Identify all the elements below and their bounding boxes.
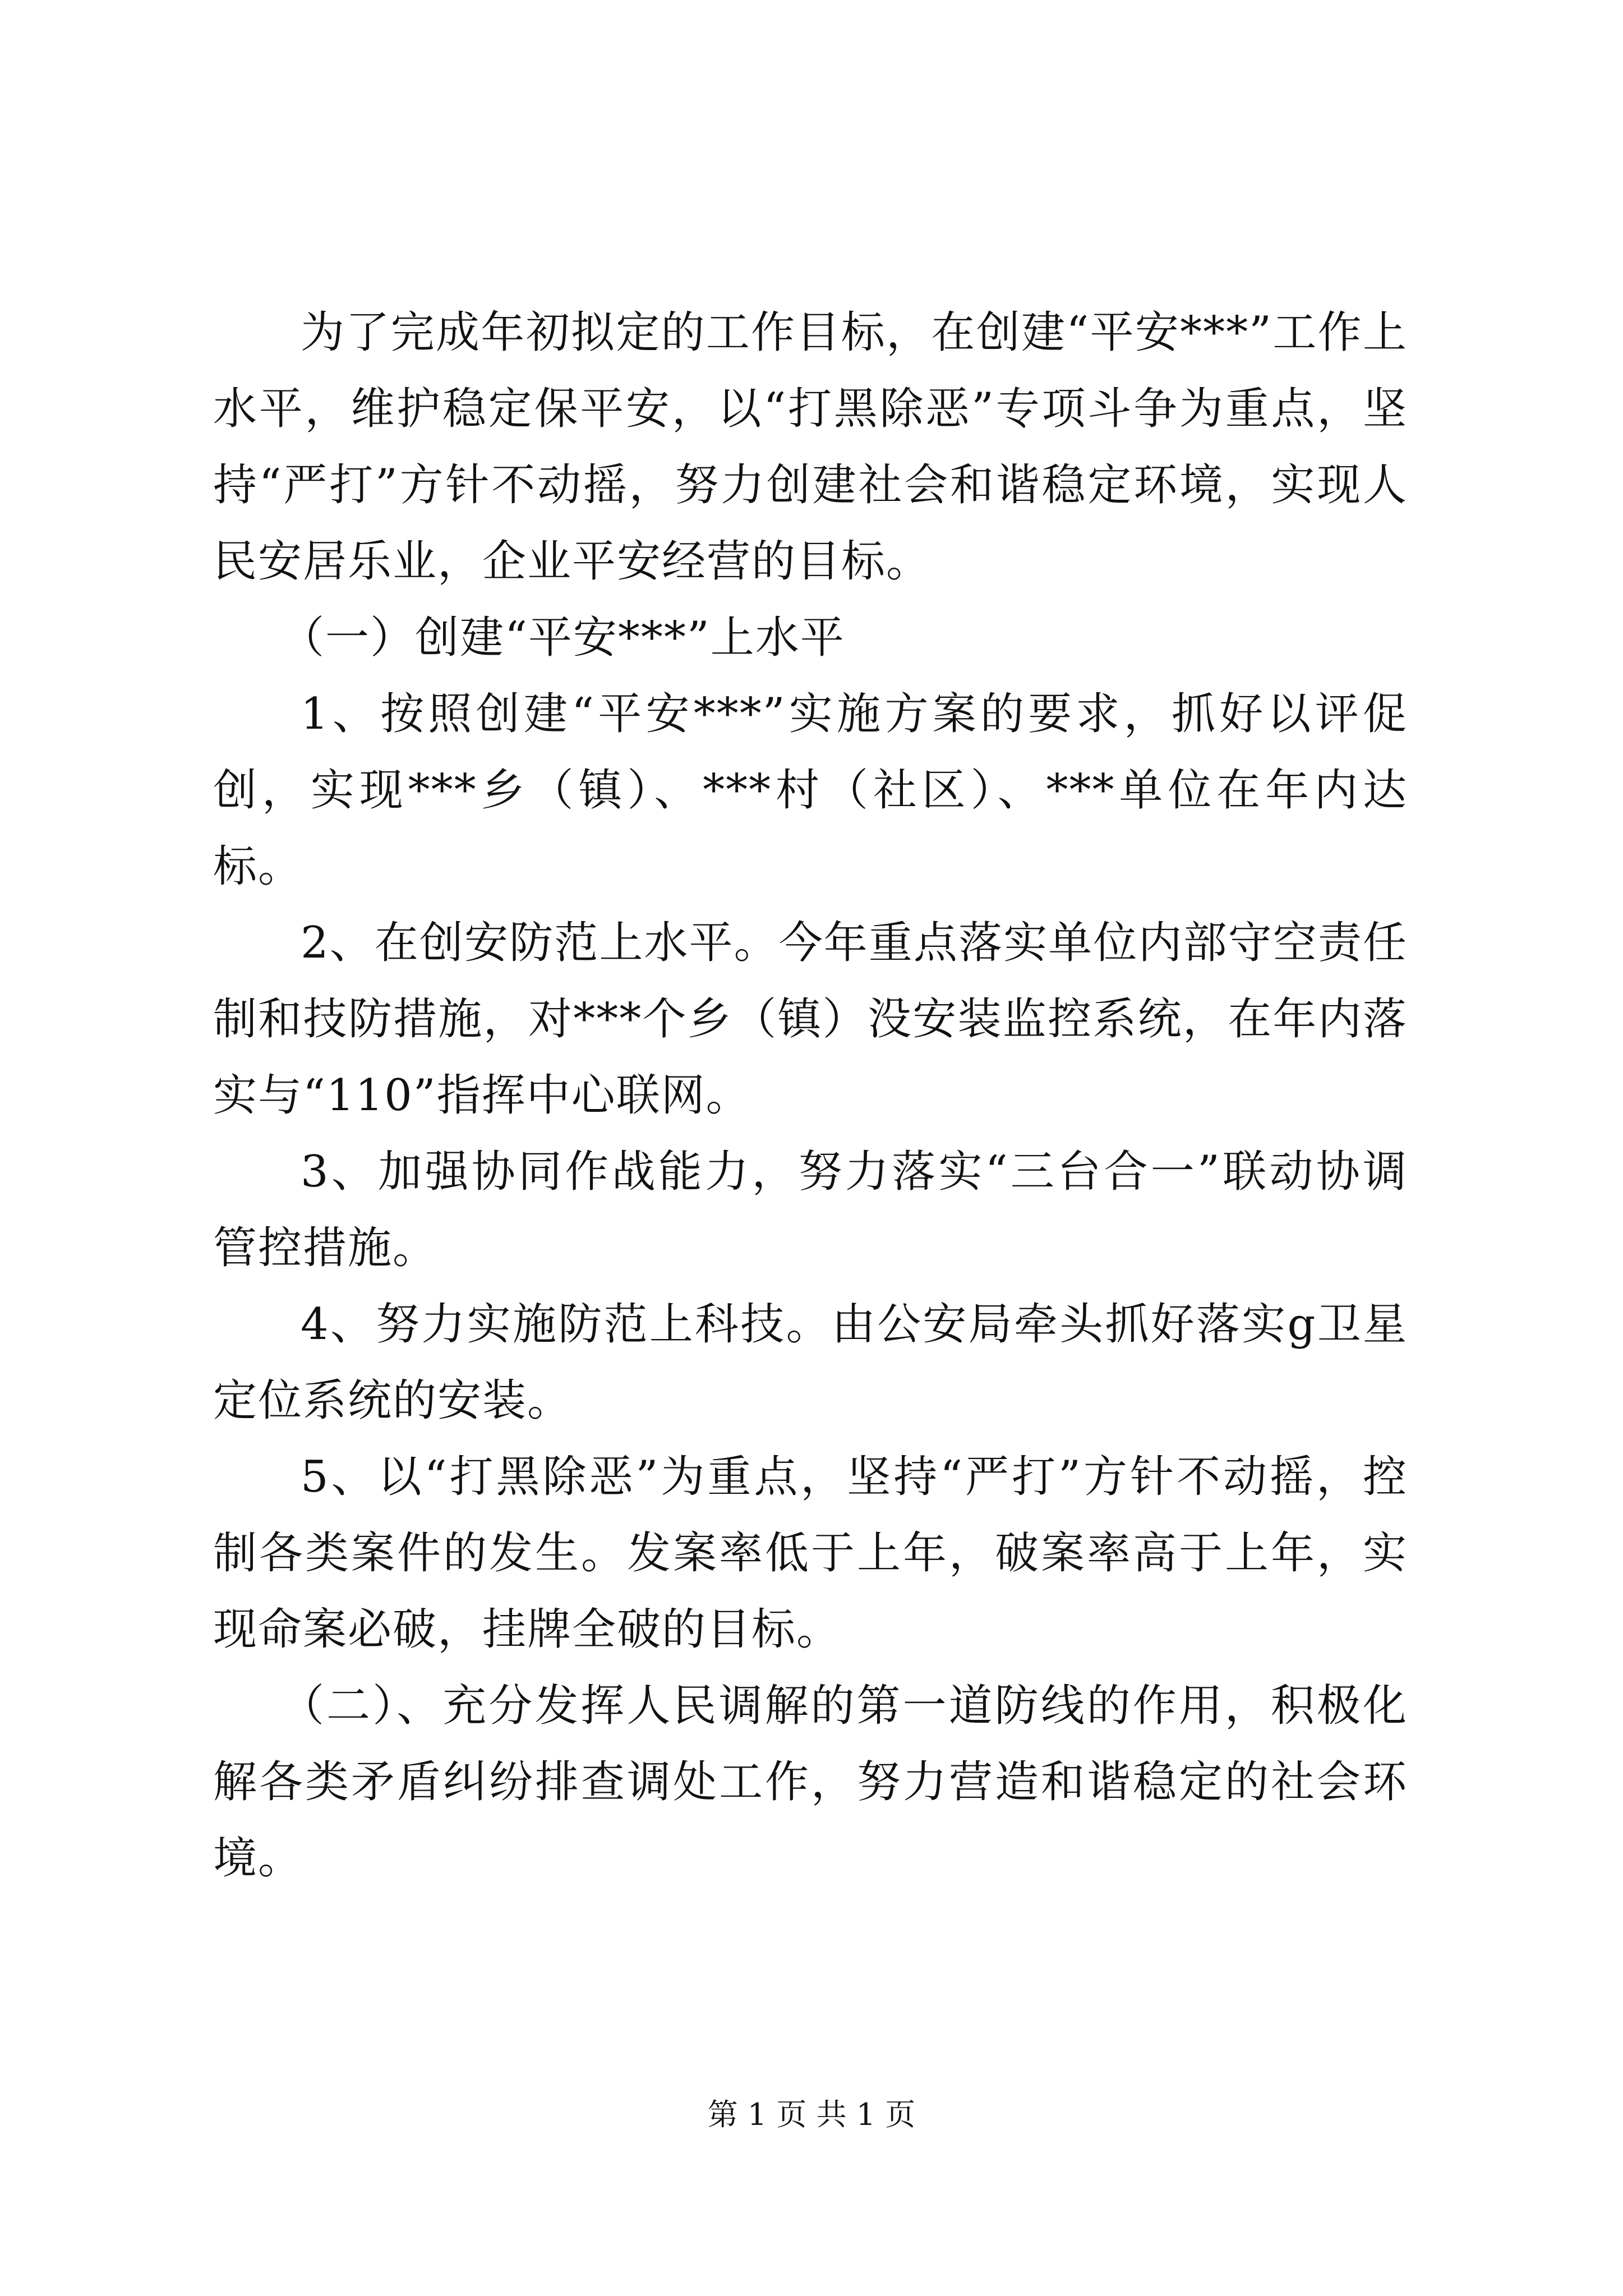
list-item-1: 1、按照创建“平安***”实施方案的要求，抓好以评促创，实现***乡（镇）、***村（社区）、***单位在年内达标。 — [213, 689, 1408, 892]
page-number-footer: 第 1 页 共 1 页 — [707, 2097, 916, 2132]
list-item-5: 5、以“打黑除恶”为重点，坚持“严打”方针不动摇，控制各类案件的发生。发案率低于上年，破案率高于上年，实现命案必破，挂牌全破的目标。 — [213, 1452, 1408, 1655]
list-item-2: 2、在创安防范上水平。今年重点落实单位内部守空责任制和技防措施，对***个乡（镇）没安装监控系统，在年内落实与“110”指挥中心联网。 — [213, 918, 1408, 1121]
intro-paragraph: 为了完成年初拟定的工作目标，在创建“平安***”工作上水平，维护稳定保平安，以“打黑除恶”专项斗争为重点，坚持“严打”方针不动摇，努力创建社会和谐稳定环境，实现人民安居乐业，企业平安经营的目标。 — [213, 307, 1408, 587]
section-heading-2: （二）、充分发挥人民调解的第一道防线的作用，积极化解各类矛盾纠纷排查调处工作，努力营造和谐稳定的社会环境。 — [213, 1681, 1408, 1884]
list-item-3: 3、加强协同作战能力，努力落实“三台合一”联动协调管控措施。 — [213, 1147, 1408, 1273]
document-body — [213, 295, 1408, 1897]
section-heading-1: （一）创建“平安***”上水平 — [280, 613, 845, 663]
list-item-4: 4、努力实施防范上科技。由公安局牵头抓好落实g卫星定位系统的安装。 — [213, 1299, 1408, 1426]
